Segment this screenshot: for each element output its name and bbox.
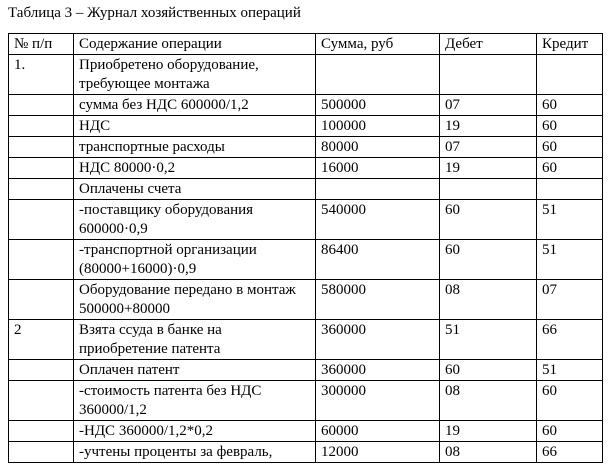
cell-num [9,381,74,421]
table-header [9,34,603,55]
cell-desc: -поставщику оборудования 600000·0,9 [74,200,316,240]
table-row [9,280,603,320]
cell-credit: 51 [537,200,603,240]
cell-sum: 360000 [316,360,440,381]
cell-desc: -НДС 360000/1,2*0,2 [74,421,316,442]
table-row [9,200,603,240]
column-header-debit: Дебет [440,34,537,55]
cell-credit: 51 [537,360,603,381]
cell-sum: 500000 [316,95,440,116]
cell-num: 1. [9,55,74,95]
cell-num [9,137,74,158]
cell-debit [440,55,537,95]
cell-desc: Взята ссуда в банке на приобретение патента [74,320,316,360]
cell-sum [316,55,440,95]
table-row [9,381,603,421]
table-row [9,55,603,95]
cell-sum: 360000 [316,320,440,360]
cell-credit: 60 [537,116,603,137]
cell-desc: Оплачены счета [74,179,316,200]
cell-credit: 66 [537,320,603,360]
cell-debit: 08 [440,442,537,463]
table-row [9,95,603,116]
cell-num [9,442,74,463]
table-row [9,116,603,137]
cell-desc: Приобретено оборудование, требующее монтажа [74,55,316,95]
cell-debit: 60 [440,240,537,280]
cell-desc: НДС [74,116,316,137]
cell-debit [440,179,537,200]
cell-num: 2 [9,320,74,360]
cell-debit: 51 [440,320,537,360]
table-row [9,158,603,179]
cell-credit [537,179,603,200]
table-row [9,320,603,360]
cell-credit: 51 [537,240,603,280]
cell-num [9,158,74,179]
cell-debit: 19 [440,116,537,137]
cell-debit: 07 [440,137,537,158]
cell-desc: сумма без НДС 600000/1,2 [74,95,316,116]
cell-num [9,360,74,381]
cell-desc: -стоимость патента без НДС 360000/1,2 [74,381,316,421]
cell-debit: 19 [440,421,537,442]
cell-credit: 60 [537,137,603,158]
table-row [9,421,603,442]
table-row [9,442,603,463]
cell-sum: 86400 [316,240,440,280]
table-caption: Таблица 3 – Журнал хозяйственных операций [8,5,301,21]
cell-debit: 60 [440,200,537,240]
cell-num [9,95,74,116]
table-body [9,55,603,463]
cell-sum: 16000 [316,158,440,179]
cell-credit: 60 [537,95,603,116]
cell-debit: 07 [440,95,537,116]
cell-debit: 08 [440,381,537,421]
cell-credit: 60 [537,158,603,179]
cell-desc: Оплачен патент [74,360,316,381]
cell-desc: транспортные расходы [74,137,316,158]
cell-sum: 100000 [316,116,440,137]
operations-journal-table [8,33,603,463]
cell-sum: 80000 [316,137,440,158]
cell-debit: 08 [440,280,537,320]
column-header-credit: Кредит [537,34,603,55]
cell-sum [316,179,440,200]
cell-credit: 66 [537,442,603,463]
cell-num [9,116,74,137]
cell-desc: -транспортной организации (80000+16000)·0,9 [74,240,316,280]
cell-num [9,280,74,320]
column-header-num: № п/п [9,34,74,55]
table-row [9,240,603,280]
table-row [9,360,603,381]
table-row [9,137,603,158]
column-header-desc: Содержание операции [74,34,316,55]
cell-credit: 07 [537,280,603,320]
cell-sum: 12000 [316,442,440,463]
column-header-sum: Сумма, руб [316,34,440,55]
cell-num [9,179,74,200]
cell-credit [537,55,603,95]
cell-credit: 60 [537,381,603,421]
cell-num [9,240,74,280]
cell-credit: 60 [537,421,603,442]
cell-debit: 19 [440,158,537,179]
header-row [9,34,603,55]
cell-sum: 300000 [316,381,440,421]
cell-num [9,421,74,442]
cell-desc: -учтены проценты за февраль, [74,442,316,463]
cell-num [9,200,74,240]
cell-desc: Оборудование передано в монтаж 500000+80000 [74,280,316,320]
cell-desc: НДС 80000·0,2 [74,158,316,179]
cell-debit: 60 [440,360,537,381]
table-row [9,179,603,200]
cell-sum: 580000 [316,280,440,320]
cell-sum: 60000 [316,421,440,442]
cell-sum: 540000 [316,200,440,240]
